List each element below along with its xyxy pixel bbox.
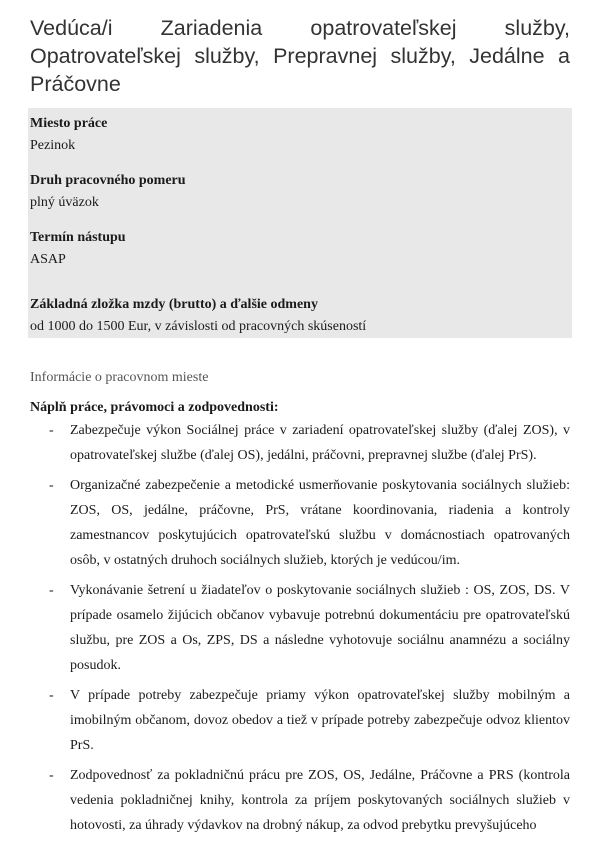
duty-text: Vykonávanie šetrení u žiadateľov o poskytovanie sociálnych služieb : OS, ZOS, DS. V prípade osamelo žijúcich občanov vybavuje potrebnú dokumentáciu pre opatrovateľskú službu, pre ZOS a Os, ZPS, DS a následne vyhotovuje sociálnu anamnézu a sociálny posudok. <box>70 583 570 673</box>
bullet-dash: - <box>49 583 54 598</box>
field-label-salary: Základná zložka mzdy (brutto) a ďalšie odmeny <box>30 297 318 312</box>
list-item <box>30 418 570 468</box>
field-value-salary: od 1000 do 1500 Eur, v závislosti od pracovných skúseností <box>30 319 367 334</box>
duty-text: Organizačné zabezpečenie a metodické usmerňovanie poskytovania sociálnych služieb: ZOS, OS, jedálne, práčovne, PrS, vrátane koordinovania, riadenia a kontroly zamestnancov poskytujúcich opatrovateľskú službu v domácnostiach opatrovaných osôb, v ostatných druhoch sociálnych služieb, ktorých je vedúcou/im. <box>70 478 570 568</box>
field-label-employment-type: Druh pracovného pomeru <box>30 173 186 188</box>
duty-text: V prípade potreby zabezpečuje priamy výkon opatrovateľskej služby mobilným a imobilným občanom, dovoz obedov a tiež v prípade potreby zabezpečuje odvoz klientov PrS. <box>70 688 570 753</box>
list-item <box>30 763 570 838</box>
bullet-dash: - <box>49 478 54 493</box>
job-title: Vedúca/i Zariadenia opatrovateľskej služby, Opatrovateľskej služby, Prepravnej služby, Jedálne a Práčovne <box>30 16 570 96</box>
duty-text: Zabezpečuje výkon Sociálnej práce v zariadení opatrovateľskej služby (ďalej ZOS), v opatrovateľskej službe (ďalej OS), jedálni, práčovni, prepravnej službe (ďalej PrS). <box>70 423 570 463</box>
duties-heading: Náplň práce, právomoci a zodpovednosti: <box>30 400 279 415</box>
field-value-location: Pezinok <box>30 138 76 153</box>
field-value-employment-type: plný úväzok <box>30 195 99 210</box>
section-title-job-info: Informácie o pracovnom mieste <box>30 370 209 385</box>
list-item <box>30 473 570 573</box>
duty-text: Zodpovednosť za pokladničnú prácu pre ZOS, OS, Jedálne, Práčovne a PRS (kontrola vedenia pokladničnej knihy, kontrola za príjem poskytovaných sociálnych služieb v hotovosti, za úhrady výdavkov na drobný nákup, za odvod prebytku prevyšujúceho <box>70 768 570 833</box>
bullet-dash: - <box>49 688 54 703</box>
list-item <box>30 578 570 678</box>
field-label-start-date: Termín nástupu <box>30 230 126 245</box>
field-label-location: Miesto práce <box>30 116 108 131</box>
duties-list <box>30 418 570 843</box>
bullet-dash: - <box>49 768 54 783</box>
bullet-dash: - <box>49 423 54 438</box>
list-item <box>30 683 570 758</box>
field-value-start-date: ASAP <box>30 252 66 267</box>
